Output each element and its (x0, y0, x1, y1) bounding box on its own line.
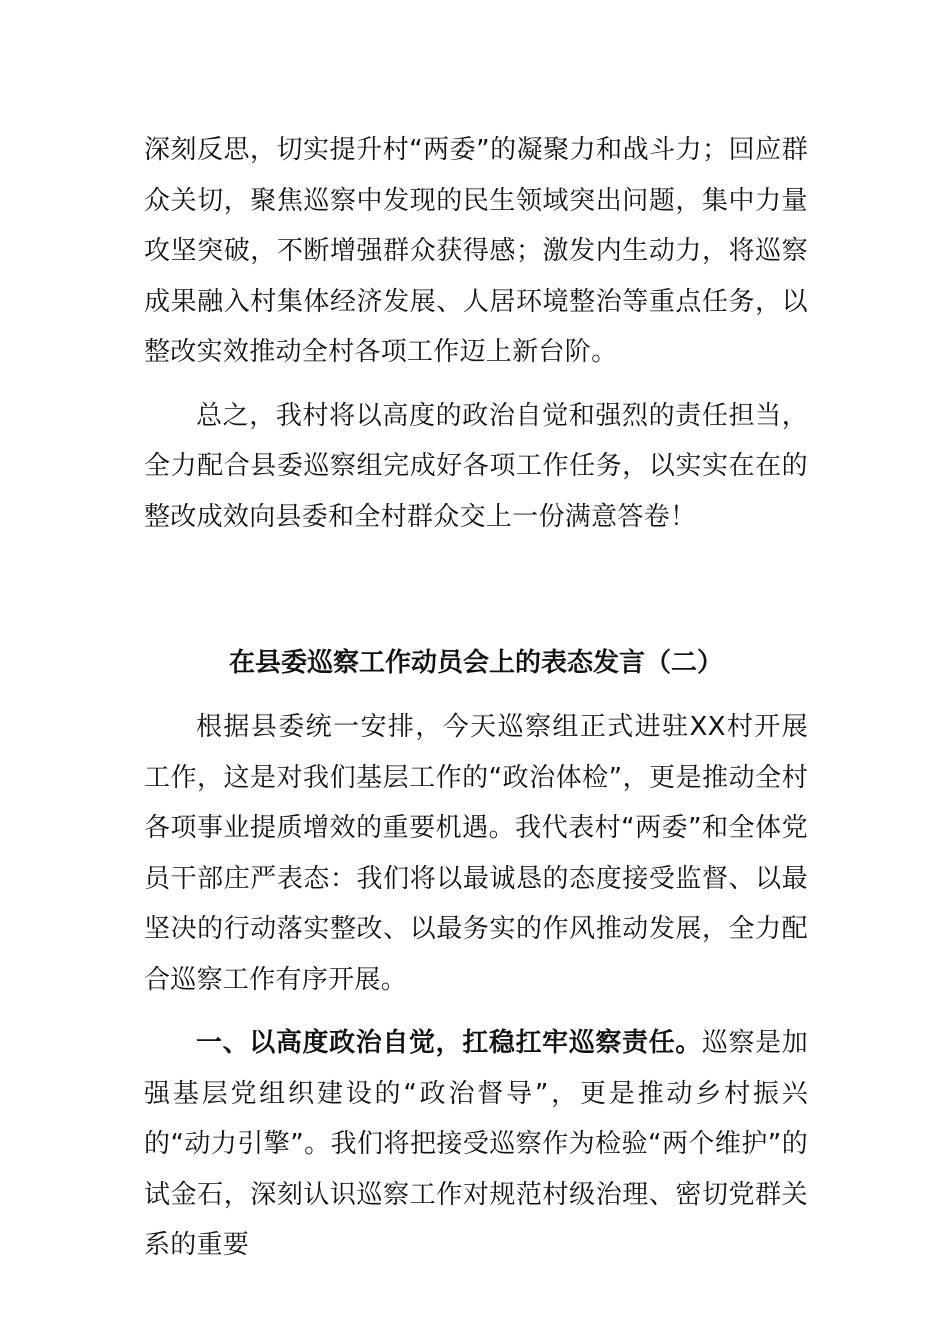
paragraph-point-one (144, 1018, 808, 1271)
point-one-lead: 一、以高度政治自觉，扛稳扛牢巡察责任。 (196, 1028, 702, 1058)
paragraph-continuation: 深刻反思，切实提升村“两委”的凝聚力和战斗力；回应群众关切，聚焦巡察中发现的民生领域突出问题，集中力量攻坚突破，不断增强群众获得感；激发内生动力，将巡察成果融入村集体经济发展、人居环境整治等重点任务，以整改实效推动全村各项工作迈上新台阶。 (144, 135, 808, 367)
paragraph-conclusion: 总之，我村将以高度的政治自觉和强烈的责任担当，全力配合县委巡察组完成好各项工作任务，以实实在在的整改成效向县委和全村群众交上一份满意答卷！ (144, 400, 808, 532)
paragraph-intro: 根据县委统一安排，今天巡察组正式进驻XX村开展工作，这是对我们基层工作的“政治体检”，更是推动全村各项事业提质增效的重要机遇。我代表村“两委”和全体党员干部庄严表态：我们将以最诚恳的态度接受监督、以最坚决的行动落实整改、以最务实的作风推动发展，全力配合巡察工作有序开展。 (144, 712, 808, 995)
document-page (144, 125, 808, 1271)
section-heading: 在县委巡察工作动员会上的表态发言（二） (228, 648, 723, 678)
point-one-body: 巡察是加强基层党组织建设的“政治督导”，更是推动乡村振兴的“动力引擎”。我们将把接受巡察作为检验“两个维护”的试金石，深刻认识巡察工作对规范村级治理、密切党群关系的重要 (144, 1028, 808, 1260)
